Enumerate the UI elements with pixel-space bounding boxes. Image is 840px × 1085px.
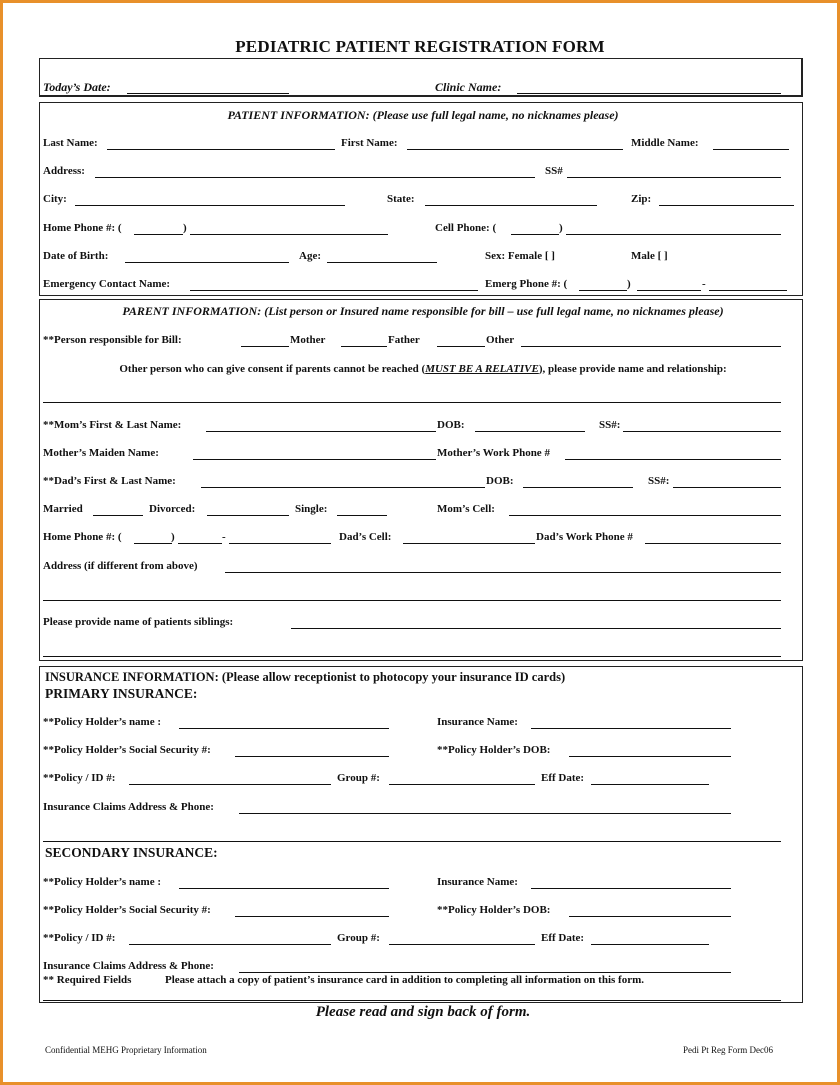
secondary-eff-date-field[interactable] — [591, 944, 709, 945]
zip-field[interactable] — [659, 205, 794, 206]
emerg-phone-dash: - — [702, 278, 706, 290]
cell-phone-close: ) — [559, 222, 563, 234]
first-name-label: First Name: — [341, 137, 398, 149]
mom-dob-label: DOB: — [437, 419, 465, 431]
primary-holder-dob-field[interactable] — [569, 756, 731, 757]
required-fields-note: ** Required Fields — [43, 974, 132, 986]
home-phone-area-field[interactable] — [134, 234, 183, 235]
dad-dob-field[interactable] — [523, 487, 633, 488]
middle-name-field[interactable] — [713, 149, 789, 150]
insurance-heading: INSURANCE INFORMATION: (Please allow receptionist to photocopy your insurance ID cards) — [45, 670, 566, 684]
address-diff-field[interactable] — [225, 572, 781, 573]
address-diff-label: Address (if different from above) — [43, 560, 198, 572]
other-option: Other — [486, 334, 515, 346]
address-label: Address: — [43, 165, 85, 177]
patient-heading: PATIENT INFORMATION: (Please use full legal name, no nicknames please) — [227, 108, 619, 122]
secondary-holder-name-label: **Policy Holder’s name : — [43, 876, 162, 888]
parent-home-phone-prefix-field[interactable] — [178, 543, 222, 544]
secondary-policy-id-label: **Policy / ID #: — [43, 932, 116, 944]
siblings-label: Please provide name of patients siblings: — [43, 616, 234, 628]
sign-back-note: Please read and sign back of form. — [315, 1004, 531, 1020]
secondary-claims-label: Insurance Claims Address & Phone: — [43, 960, 214, 972]
todays-date-label: Today’s Date: — [43, 80, 111, 94]
dob-field[interactable] — [125, 262, 289, 263]
mom-name-field[interactable] — [206, 431, 436, 432]
page-title: PEDIATRIC PATIENT REGISTRATION FORM — [235, 37, 605, 56]
dad-name-field[interactable] — [201, 487, 485, 488]
divorced-label: Divorced: — [149, 503, 196, 515]
clinic-name-field[interactable] — [517, 93, 781, 94]
secondary-policy-id-field[interactable] — [129, 944, 331, 945]
secondary-holder-dob-label: **Policy Holder’s DOB: — [437, 904, 551, 916]
patient-section — [39, 102, 803, 296]
secondary-heading: SECONDARY INSURANCE: — [45, 845, 218, 860]
emerg-phone-label: Emerg Phone #: ( — [485, 278, 568, 290]
form-id: Pedi Pt Reg Form Dec06 — [683, 1045, 773, 1055]
todays-date-field[interactable] — [127, 93, 289, 94]
dob-label: Date of Birth: — [43, 250, 109, 262]
primary-claims-label: Insurance Claims Address & Phone: — [43, 801, 214, 813]
emergency-contact-label: Emergency Contact Name: — [43, 278, 171, 290]
cell-phone-area-field[interactable] — [511, 234, 559, 235]
ss-label: SS# — [545, 165, 563, 177]
mom-cell-label: Mom’s Cell: — [437, 503, 495, 515]
responsible-label: **Person responsible for Bill: — [43, 334, 182, 346]
primary-heading: PRIMARY INSURANCE: — [45, 686, 198, 701]
single-field[interactable] — [337, 515, 387, 516]
single-label: Single: — [295, 503, 328, 515]
dad-work-label: Dad’s Work Phone # — [536, 531, 633, 543]
primary-holder-name-label: **Policy Holder’s name : — [43, 716, 162, 728]
primary-eff-date-field[interactable] — [591, 784, 709, 785]
mother-option: Mother — [290, 334, 326, 346]
cell-phone-field[interactable] — [566, 234, 781, 235]
secondary-claims-field[interactable] — [239, 972, 731, 973]
sex-male-checkbox[interactable]: Male [ ] — [631, 250, 668, 262]
mother-check-field[interactable] — [241, 346, 289, 347]
home-phone-close: ) — [183, 222, 187, 234]
mom-ss-field[interactable] — [623, 431, 781, 432]
secondary-holder-ss-label: **Policy Holder’s Social Security #: — [43, 904, 211, 916]
dad-cell-field[interactable] — [403, 543, 535, 544]
parent-home-phone-dash: - — [222, 531, 226, 543]
secondary-group-field[interactable] — [389, 944, 535, 945]
secondary-ins-name-label: Insurance Name: — [437, 876, 518, 888]
father-option: Father — [388, 334, 420, 346]
primary-group-label: Group #: — [337, 772, 380, 784]
divorced-field[interactable] — [207, 515, 289, 516]
mom-ss-label: SS#: — [599, 419, 621, 431]
primary-eff-date-label: Eff Date: — [541, 772, 585, 784]
mom-name-label: **Mom’s First & Last Name: — [43, 419, 182, 431]
primary-policy-id-field[interactable] — [129, 784, 331, 785]
primary-holder-dob-label: **Policy Holder’s DOB: — [437, 744, 551, 756]
secondary-ins-name-field[interactable] — [531, 888, 731, 889]
mom-cell-field[interactable] — [509, 515, 781, 516]
secondary-claims-field-2[interactable] — [43, 1000, 781, 1001]
other-name-field[interactable] — [521, 346, 781, 347]
primary-holder-ss-field[interactable] — [235, 756, 389, 757]
other-check-field[interactable] — [437, 346, 485, 347]
address-field[interactable] — [95, 177, 535, 178]
mother-work-label: Mother’s Work Phone # — [437, 447, 550, 459]
address-diff-field-2[interactable] — [43, 600, 781, 601]
city-label: City: — [43, 193, 67, 205]
primary-ins-name-label: Insurance Name: — [437, 716, 518, 728]
last-name-field[interactable] — [107, 149, 335, 150]
mom-dob-field[interactable] — [475, 431, 585, 432]
parent-home-phone-close: ) — [171, 531, 175, 543]
consent-instruction: Other person who can give consent if parents cannot be reached (MUST BE A RELATIVE), please provide name and relationship: — [119, 363, 727, 375]
dad-cell-label: Dad’s Cell: — [339, 531, 392, 543]
zip-label: Zip: — [631, 193, 652, 205]
secondary-holder-dob-field[interactable] — [569, 916, 731, 917]
cell-phone-label: Cell Phone: ( — [435, 222, 497, 234]
state-label: State: — [387, 193, 415, 205]
primary-group-field[interactable] — [389, 784, 535, 785]
married-label: Married — [43, 503, 83, 515]
emerg-phone-prefix-field[interactable] — [637, 290, 701, 291]
secondary-eff-date-label: Eff Date: — [541, 932, 585, 944]
mother-work-field[interactable] — [565, 459, 781, 460]
emerg-phone-line-field[interactable] — [709, 290, 787, 291]
married-field[interactable] — [93, 515, 143, 516]
secondary-holder-name-field[interactable] — [179, 888, 389, 889]
city-field[interactable] — [75, 205, 345, 206]
attach-card-note: Please attach a copy of patient’s insurance card in addition to completing all information on this form. — [165, 974, 644, 986]
home-phone-field[interactable] — [190, 234, 388, 235]
state-field[interactable] — [425, 205, 597, 206]
dad-dob-label: DOB: — [486, 475, 514, 487]
siblings-field[interactable] — [291, 628, 781, 629]
header-box — [39, 58, 803, 97]
ss-field[interactable] — [567, 177, 781, 178]
parent-home-phone-area-field[interactable] — [134, 543, 172, 544]
age-label: Age: — [299, 250, 321, 262]
dad-ss-field[interactable] — [673, 487, 781, 488]
father-check-field[interactable] — [341, 346, 387, 347]
primary-ins-name-field[interactable] — [531, 728, 731, 729]
primary-policy-id-label: **Policy / ID #: — [43, 772, 116, 784]
emergency-contact-field[interactable] — [190, 290, 478, 291]
emerg-phone-area-field[interactable] — [579, 290, 627, 291]
primary-claims-field-2[interactable] — [43, 841, 781, 842]
parent-heading: PARENT INFORMATION: (List person or Insured name responsible for bill – use full legal name, no nicknames please) — [122, 304, 724, 318]
primary-holder-ss-label: **Policy Holder’s Social Security #: — [43, 744, 211, 756]
confidential-note: Confidential MEHG Proprietary Information — [45, 1045, 207, 1055]
emerg-phone-close: ) — [627, 278, 631, 290]
home-phone-label: Home Phone #: ( — [43, 222, 122, 234]
parent-home-phone-label: Home Phone #: ( — [43, 531, 122, 543]
mother-maiden-field[interactable] — [193, 459, 436, 460]
age-field[interactable] — [327, 262, 437, 263]
clinic-name-label: Clinic Name: — [435, 80, 502, 94]
middle-name-label: Middle Name: — [631, 137, 699, 149]
mother-maiden-label: Mother’s Maiden Name: — [43, 447, 159, 459]
last-name-label: Last Name: — [43, 137, 98, 149]
consent-person-field[interactable] — [43, 402, 781, 403]
sex-female-checkbox[interactable]: Sex: Female [ ] — [485, 250, 555, 262]
dad-name-label: **Dad’s First & Last Name: — [43, 475, 176, 487]
secondary-group-label: Group #: — [337, 932, 380, 944]
dad-ss-label: SS#: — [648, 475, 670, 487]
primary-claims-field[interactable] — [239, 813, 731, 814]
dad-work-field[interactable] — [645, 543, 781, 544]
first-name-field[interactable] — [407, 149, 623, 150]
secondary-holder-ss-field[interactable] — [235, 916, 389, 917]
primary-holder-name-field[interactable] — [179, 728, 389, 729]
siblings-field-2[interactable] — [43, 656, 781, 657]
parent-home-phone-line-field[interactable] — [229, 543, 331, 544]
